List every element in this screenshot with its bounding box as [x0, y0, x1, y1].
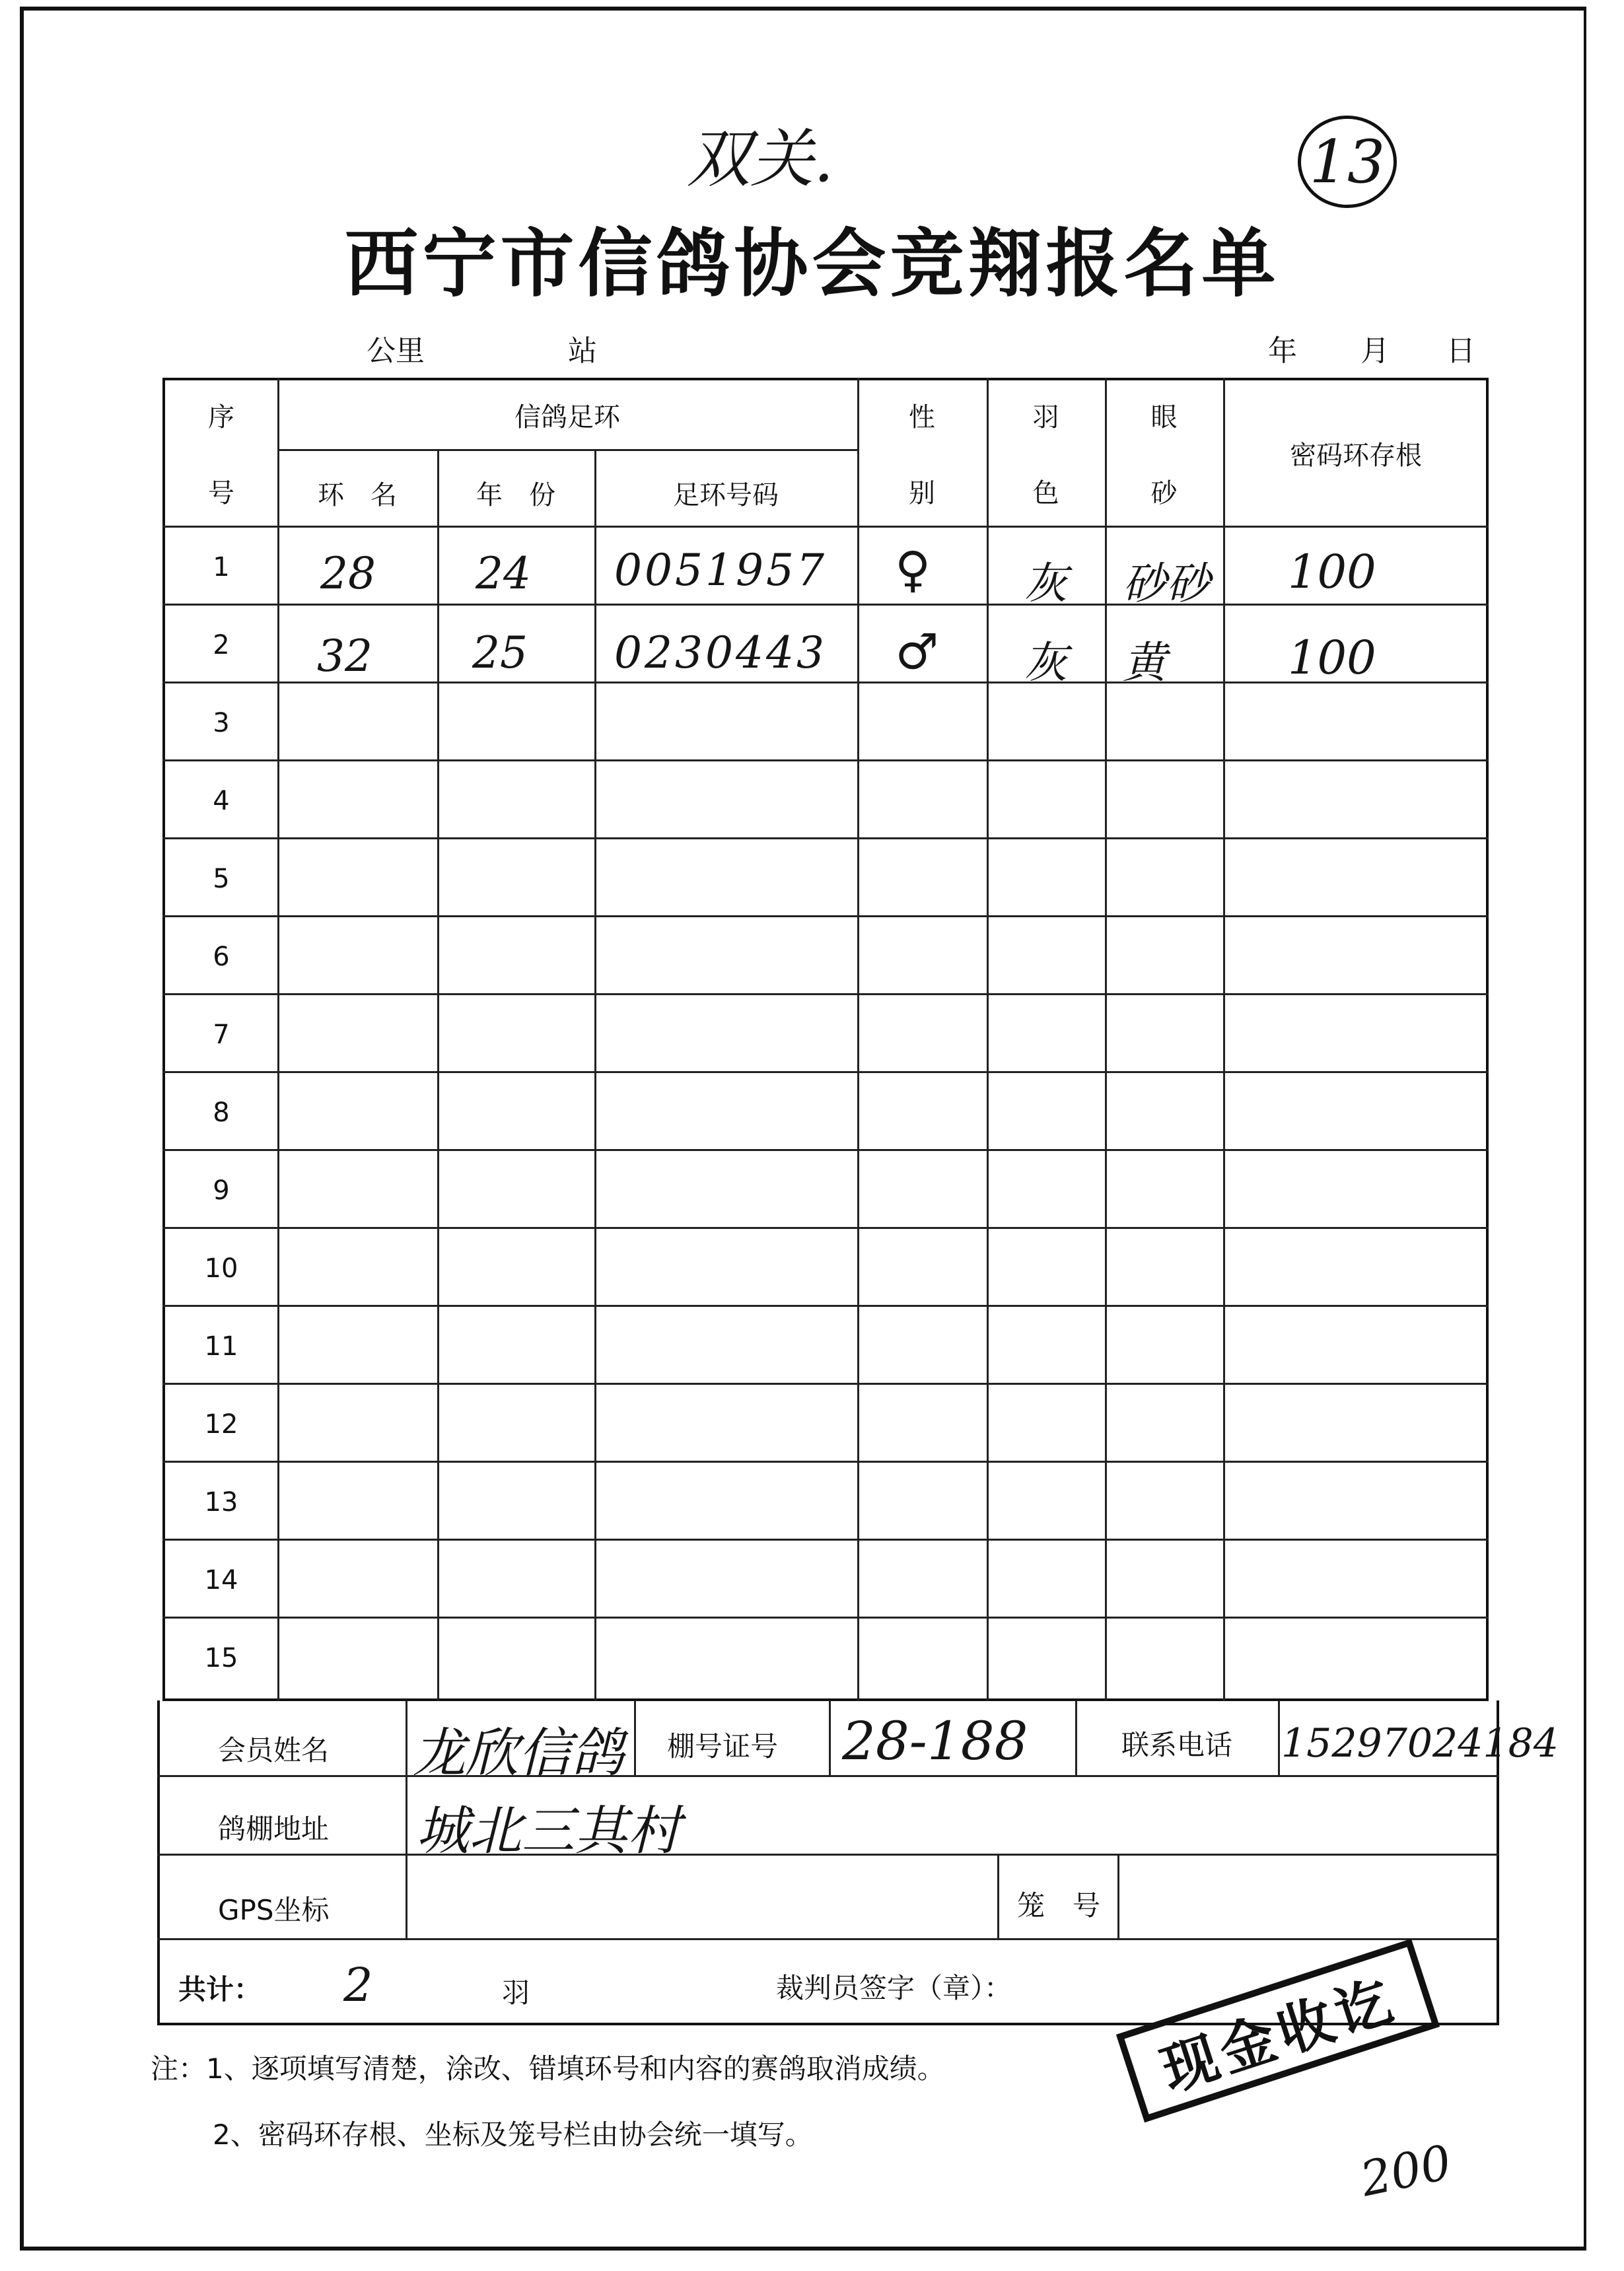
row-number: 13 — [204, 1487, 238, 1518]
day-label: 日 — [1446, 334, 1475, 368]
col-line — [437, 450, 439, 1701]
total-value: 2 — [343, 1958, 373, 2012]
row-line — [162, 1305, 1489, 1307]
row1-eye: 砂砂 — [1123, 558, 1210, 609]
col-line — [277, 378, 279, 1701]
row-number: 12 — [204, 1409, 238, 1440]
row-number: 5 — [213, 864, 230, 894]
row-line — [157, 1938, 1499, 1940]
row-number: 8 — [213, 1098, 230, 1128]
row-line — [162, 837, 1489, 839]
row-number: 7 — [213, 1020, 230, 1050]
row-number: 9 — [213, 1175, 230, 1206]
gps-label: GPS坐标 — [218, 1894, 330, 1926]
header-seq-bottom: 号 — [208, 478, 234, 508]
row2-color: 灰 — [1024, 637, 1067, 688]
loft-number-value: 28-188 — [842, 1710, 1028, 1772]
row-line — [162, 915, 1489, 917]
header-ring-number: 足环号码 — [673, 480, 779, 510]
row1-ring-number: 0051957 — [614, 545, 827, 596]
col-line — [406, 1700, 407, 1938]
cash-received-stamp: 现金收讫 — [1116, 1939, 1440, 2122]
row-line — [162, 1227, 1489, 1229]
row-number: 3 — [213, 708, 230, 738]
row-line — [162, 1617, 1489, 1619]
form-title: 西宁市信鸽协会竞翔报名单 — [344, 221, 1280, 307]
row2-ring-number: 0230443 — [614, 627, 827, 678]
header-sex-bottom: 别 — [909, 478, 935, 508]
row1-color: 灰 — [1024, 558, 1067, 609]
row2-year: 25 — [472, 627, 528, 678]
row-number: 1 — [213, 552, 230, 582]
loft-number-label: 棚号证号 — [667, 1730, 779, 1763]
row-number: 2 — [213, 630, 230, 660]
col-line — [987, 378, 989, 1701]
row1-sex: ♀ — [895, 542, 931, 598]
row-line — [162, 759, 1489, 761]
col-line — [857, 378, 859, 1701]
row-number: 14 — [204, 1565, 238, 1595]
row1-code: 100 — [1288, 545, 1376, 599]
row-number: 4 — [213, 786, 230, 816]
phone-label: 联系电话 — [1121, 1729, 1233, 1761]
top-handwritten-note: 双关. — [687, 122, 834, 196]
header-code-stub: 密码环存根 — [1290, 440, 1422, 471]
row2-eye: 黄 — [1123, 637, 1166, 688]
cage-number-label: 笼 号 — [1017, 1889, 1101, 1922]
station-label: 站 — [568, 334, 597, 368]
row1-year: 24 — [476, 548, 531, 599]
row-line — [157, 1854, 1499, 1856]
row-line — [162, 1383, 1489, 1385]
row-line — [162, 993, 1489, 995]
header-eye-bottom: 砂 — [1150, 478, 1178, 508]
loft-address-label: 鸽棚地址 — [218, 1813, 330, 1845]
bottom-handwritten-number: 200 — [1355, 2134, 1456, 2208]
row2-ring-name: 32 — [317, 631, 372, 681]
km-label: 公里 — [367, 334, 425, 368]
member-name-value: 龙欣信鸽 — [413, 1722, 624, 1784]
header-sex-top: 性 — [909, 402, 935, 433]
col-line — [634, 1700, 636, 1775]
row-number: 15 — [204, 1643, 238, 1673]
total-unit: 羽 — [502, 1976, 530, 2009]
year-label: 年 — [1268, 334, 1297, 368]
row-line — [162, 1461, 1489, 1463]
total-label: 共计： — [178, 1973, 262, 2006]
col-line — [1105, 378, 1107, 1701]
col-line — [1223, 378, 1225, 1701]
header-bottom-line — [162, 526, 1489, 528]
row-number: 6 — [213, 942, 230, 972]
col-line — [997, 1854, 999, 1938]
header-ring-group: 信鸽足环 — [514, 402, 620, 433]
header-ring-name: 环 名 — [318, 480, 397, 510]
header-ring-year: 年 份 — [476, 480, 555, 510]
col-line — [829, 1700, 831, 1775]
header-color-bottom: 色 — [1032, 478, 1059, 508]
row-number: 11 — [204, 1331, 238, 1362]
row-line — [162, 1149, 1489, 1151]
member-name-label: 会员姓名 — [218, 1734, 330, 1766]
row2-code: 100 — [1288, 631, 1376, 685]
circled-number: 13 — [1298, 116, 1397, 208]
note-1: 注：1、逐项填写清楚，涂改、错填环号和内容的赛鸽取消成绩。 — [151, 2052, 945, 2085]
row-line — [162, 604, 1489, 606]
row2-sex: ♂ — [895, 624, 939, 681]
row-number: 10 — [204, 1253, 238, 1284]
note-2: 2、密码环存根、坐标及笼号栏由协会统一填写。 — [213, 2118, 813, 2151]
referee-signature-label: 裁判员签字（章）： — [776, 1972, 1012, 2004]
col-line — [1075, 1700, 1077, 1775]
col-line — [1117, 1854, 1119, 1938]
row-line — [157, 1775, 1499, 1777]
row-line — [162, 1071, 1489, 1073]
col-line — [594, 450, 596, 1701]
loft-address-value: 城北三其村 — [416, 1800, 680, 1862]
col-line — [1278, 1700, 1280, 1775]
month-label: 月 — [1360, 334, 1390, 368]
header-eye-top: 眼 — [1150, 402, 1178, 433]
header-seq-top: 序 — [208, 402, 234, 433]
header-color-top: 羽 — [1032, 402, 1059, 433]
row1-ring-name: 28 — [320, 548, 376, 599]
row-line — [162, 1539, 1489, 1541]
header-divider — [277, 449, 857, 451]
phone-value: 15297024184 — [1281, 1720, 1559, 1766]
